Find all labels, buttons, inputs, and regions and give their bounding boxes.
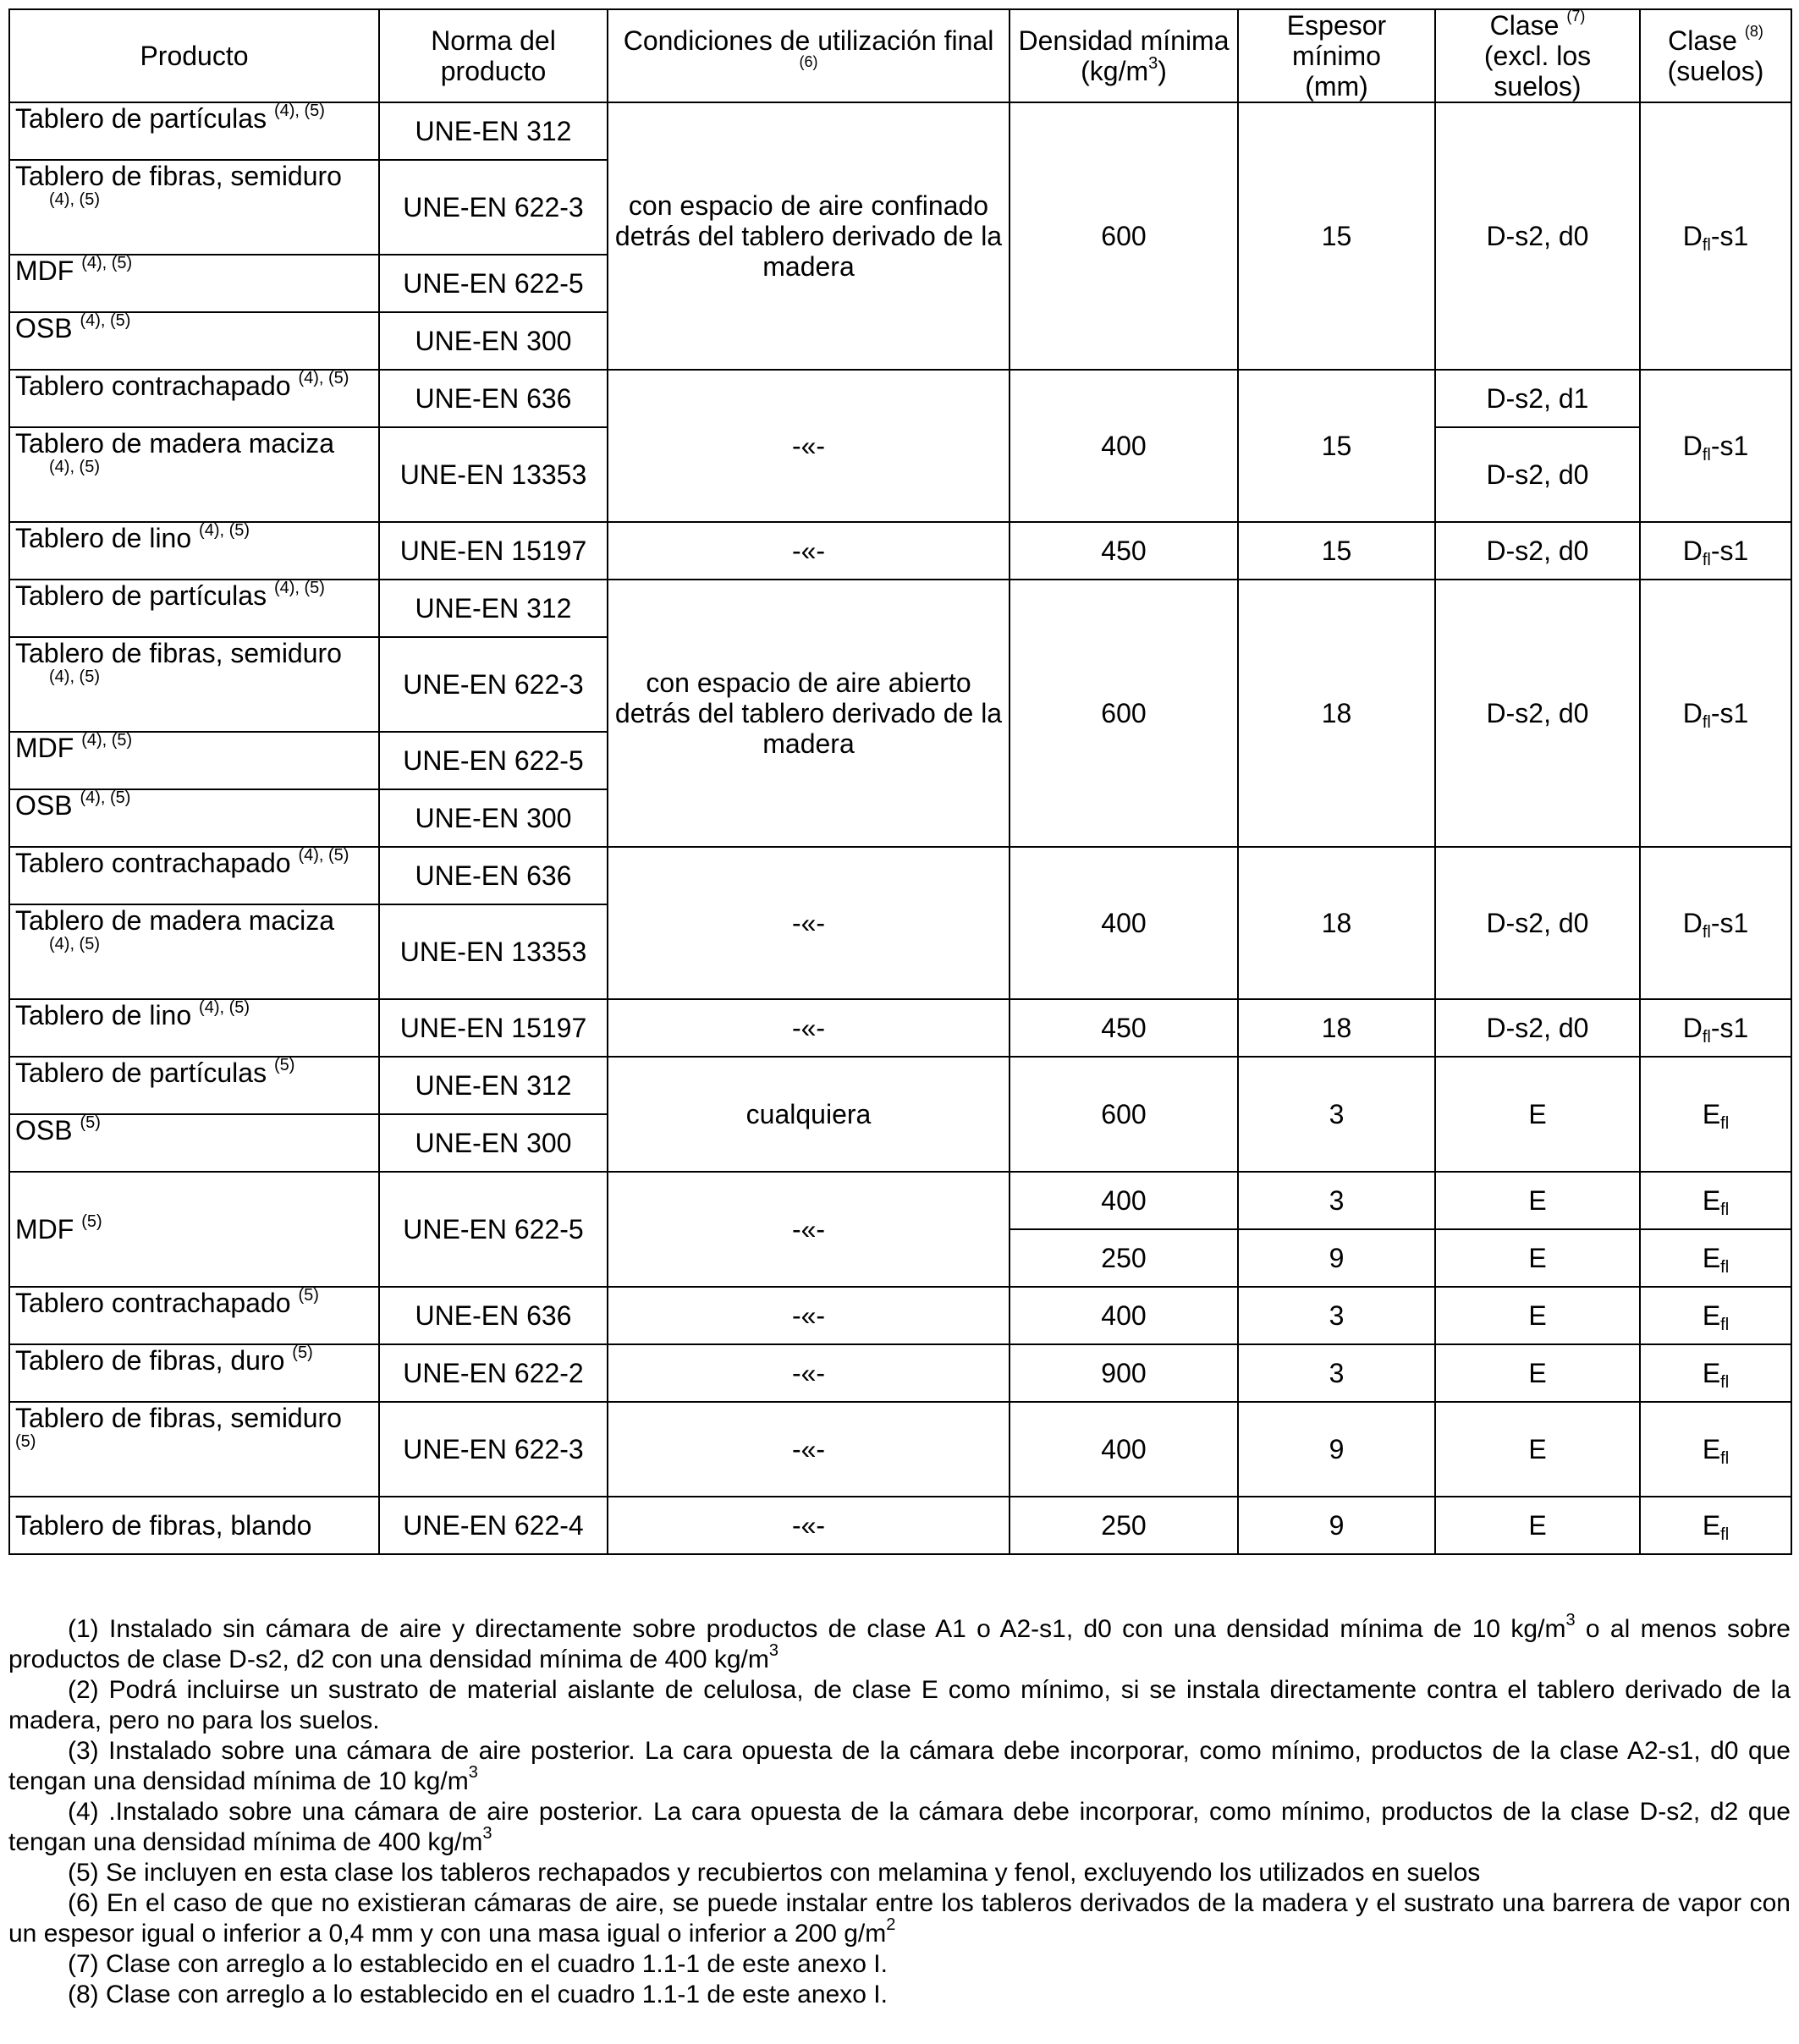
clase-suelos-cell: $E_{fl}$	[1640, 1402, 1791, 1497]
producto-cell: Tablero de fibras, blando	[9, 1497, 379, 1554]
espesor-cell: 18	[1238, 847, 1435, 999]
espesor-cell: 3	[1238, 1172, 1435, 1229]
header-producto: Producto	[9, 9, 379, 102]
producto-cell: Tablero de lino $^{(4), (5)}$	[9, 999, 379, 1057]
norma-cell: UNE-EN 13353	[379, 427, 608, 522]
clase-cell: D-s2, d0	[1435, 580, 1640, 847]
espesor-cell: 15	[1238, 522, 1435, 580]
norma-cell: UNE-EN 15197	[379, 999, 608, 1057]
header-norma: Norma del producto	[379, 9, 608, 102]
norma-cell: UNE-EN 312	[379, 580, 608, 637]
condiciones-cell: -«-	[608, 1172, 1010, 1287]
clase-suelos-cell: $D_{fl}-s1$	[1640, 580, 1791, 847]
table-row	[9, 1344, 1791, 1402]
clase-cell: D-s2, d0	[1435, 427, 1640, 522]
espesor-cell: 9	[1238, 1497, 1435, 1554]
producto-cell: Tablero de partículas $^{(4), (5)}$	[9, 580, 379, 637]
producto-cell: Tablero de fibras, duro $^{(5)}$	[9, 1344, 379, 1402]
espesor-cell: 9	[1238, 1229, 1435, 1287]
clase-suelos-cell: $E_{fl}$	[1640, 1057, 1791, 1172]
espesor-cell: 15	[1238, 102, 1435, 370]
clase-cell: D-s2, d0	[1435, 102, 1640, 370]
clase-suelos-cell: $D_{fl}-s1$	[1640, 847, 1791, 999]
table-row	[9, 1287, 1791, 1344]
producto-cell: Tablero de madera maciza (4), (5)	[9, 904, 379, 999]
table-row	[9, 1402, 1791, 1497]
producto-cell: Tablero contrachapado $^{(4), (5)}$	[9, 370, 379, 427]
clase-suelos-cell: $E_{fl}$	[1640, 1172, 1791, 1229]
densidad-cell: 400	[1010, 1172, 1238, 1229]
norma-cell: UNE-EN 300	[379, 789, 608, 847]
norma-cell: UNE-EN 636	[379, 847, 608, 904]
clase-suelos-cell: $D_{fl}-s1$	[1640, 102, 1791, 370]
producto-cell: Tablero de partículas $^{(5)}$	[9, 1057, 379, 1114]
densidad-cell: 250	[1010, 1497, 1238, 1554]
table-row	[9, 1497, 1791, 1554]
footnote: (7) Clase con arreglo a lo establecido en el cuadro 1.1-1 de este anexo I.	[68, 1950, 888, 1978]
condiciones-cell: -«-	[608, 1402, 1010, 1497]
clase-cell: E	[1435, 1057, 1640, 1172]
clase-suelos-cell: $D_{fl}-s1$	[1640, 370, 1791, 522]
condiciones-cell: -«-	[608, 1287, 1010, 1344]
clase-cell: D-s2, d1	[1435, 370, 1640, 427]
espesor-cell: 9	[1238, 1402, 1435, 1497]
condiciones-cell: -«-	[608, 999, 1010, 1057]
condiciones-cell: cualquiera	[608, 1057, 1010, 1172]
espesor-cell: 3	[1238, 1057, 1435, 1172]
header-row	[9, 9, 1791, 102]
footnote: (4) .Instalado sobre una cámara de aire posterior. La cara opuesta de la cámara debe incorporar, como mínimo, productos de la clase D-s2, d2 que tengan una densidad mínima de 400 $kg/m^3$	[8, 1798, 1791, 1856]
footnote: (3) Instalado sobre una cámara de aire posterior. La cara opuesta de la cámara debe incorporar, como mínimo, productos de la clase A2-s1, d0 que tengan una densidad mínima de 10 $kg/m^3$	[8, 1737, 1791, 1795]
densidad-cell: 450	[1010, 999, 1238, 1057]
condiciones-cell: -«-	[608, 1344, 1010, 1402]
densidad-cell: 400	[1010, 1402, 1238, 1497]
norma-cell: UNE-EN 636	[379, 1287, 608, 1344]
espesor-cell: 3	[1238, 1344, 1435, 1402]
condiciones-cell: -«-	[608, 370, 1010, 522]
norma-cell: UNE-EN 622-3	[379, 160, 608, 255]
norma-cell: UNE-EN 622-2	[379, 1344, 608, 1402]
header-densidad: Densidad mínima $(kg/m^3)$	[1010, 9, 1238, 102]
table-row	[9, 1172, 1791, 1229]
norma-cell: UNE-EN 15197	[379, 522, 608, 580]
norma-cell: UNE-EN 300	[379, 1114, 608, 1172]
header-clase: Clase $^{(7)}$ (excl. los suelos)	[1435, 9, 1640, 102]
table-row	[9, 999, 1791, 1057]
classification-table	[8, 8, 1792, 1555]
table-row	[9, 522, 1791, 580]
clase-cell: D-s2, d0	[1435, 999, 1640, 1057]
clase-suelos-cell: $E_{fl}$	[1640, 1229, 1791, 1287]
producto-cell: OSB $^{(5)}$	[9, 1114, 379, 1172]
clase-cell: D-s2, d0	[1435, 847, 1640, 999]
table-row	[9, 1057, 1791, 1114]
producto-cell: Tablero de partículas $^{(4), (5)}$	[9, 102, 379, 160]
espesor-cell: 18	[1238, 580, 1435, 847]
condiciones-cell: -«-	[608, 1497, 1010, 1554]
header-condiciones: Condiciones de utilización final $^{(6)}$	[608, 9, 1010, 102]
norma-cell: UNE-EN 622-3	[379, 1402, 608, 1497]
clase-cell: E	[1435, 1287, 1640, 1344]
producto-cell: MDF $^{(4), (5)}$	[9, 255, 379, 312]
norma-cell: UNE-EN 622-4	[379, 1497, 608, 1554]
densidad-cell: 400	[1010, 847, 1238, 999]
footnotes	[8, 1611, 1791, 2010]
producto-cell: Tablero de fibras, semiduro (4), (5)	[9, 160, 379, 255]
document	[8, 8, 1791, 2010]
footnote: (8) Clase con arreglo a lo establecido en el cuadro 1.1-1 de este anexo I.	[68, 1981, 888, 2008]
condiciones-cell: -«-	[608, 522, 1010, 580]
espesor-cell: 18	[1238, 999, 1435, 1057]
footnote: (6) En el caso de que no existieran cámaras de aire, se puede instalar entre los tableros derivados de la madera y el sustrato una barrera de vapor con un espesor igual o inferior a 0,4 mm y con una masa igual o inferior a 200 $g/m^2$	[8, 1889, 1791, 1948]
norma-cell: UNE-EN 312	[379, 1057, 608, 1114]
densidad-cell: 900	[1010, 1344, 1238, 1402]
condiciones-cell: -«-	[608, 847, 1010, 999]
clase-cell: E	[1435, 1172, 1640, 1229]
densidad-cell: 600	[1010, 102, 1238, 370]
condiciones-cell: con espacio de aire abierto detrás del tablero derivado de la madera	[608, 580, 1010, 847]
densidad-cell: 400	[1010, 1287, 1238, 1344]
producto-cell: Tablero de madera maciza (4), (5)	[9, 427, 379, 522]
clase-suelos-cell: $D_{fl}-s1$	[1640, 999, 1791, 1057]
clase-cell: E	[1435, 1344, 1640, 1402]
clase-cell: D-s2, d0	[1435, 522, 1640, 580]
producto-cell: OSB $^{(4), (5)}$	[9, 789, 379, 847]
producto-cell: Tablero contrachapado $^{(5)}$	[9, 1287, 379, 1344]
clase-cell: E	[1435, 1402, 1640, 1497]
header-clase-suelos: Clase $^{(8)}$ (suelos)	[1640, 9, 1791, 102]
clase-suelos-cell: $E_{fl}$	[1640, 1344, 1791, 1402]
table-row	[9, 847, 1791, 904]
table-row	[9, 370, 1791, 427]
clase-suelos-cell: $D_{fl}-s1$	[1640, 522, 1791, 580]
producto-cell: Tablero de fibras, semiduro (5)	[9, 1402, 379, 1497]
norma-cell: UNE-EN 622-5	[379, 1172, 608, 1287]
producto-cell: Tablero contrachapado $^{(4), (5)}$	[9, 847, 379, 904]
clase-cell: E	[1435, 1229, 1640, 1287]
footnote: (2) Podrá incluirse un sustrato de material aislante de celulosa, de clase E como mínimo, si se instala directamente contra el tablero derivado de la madera, pero no para los suelos.	[8, 1676, 1791, 1734]
clase-suelos-cell: $E_{fl}$	[1640, 1287, 1791, 1344]
espesor-cell: 15	[1238, 370, 1435, 522]
table-row	[9, 102, 1791, 160]
norma-cell: UNE-EN 300	[379, 312, 608, 370]
producto-cell: OSB $^{(4), (5)}$	[9, 312, 379, 370]
densidad-cell: 600	[1010, 1057, 1238, 1172]
norma-cell: UNE-EN 622-3	[379, 637, 608, 732]
norma-cell: UNE-EN 622-5	[379, 732, 608, 789]
norma-cell: UNE-EN 622-5	[379, 255, 608, 312]
condiciones-cell: con espacio de aire confinado detrás del tablero derivado de la madera	[608, 102, 1010, 370]
footnote: (1) Instalado sin cámara de aire y directamente sobre productos de clase A1 o A2-s1, d0 con una densidad mínima de 10 $kg/m^3$ o al menos sobre productos de clase D-s2, d2 con una densidad mínima de 400 $kg/m^3$	[8, 1611, 1791, 1673]
clase-suelos-cell: $E_{fl}$	[1640, 1497, 1791, 1554]
norma-cell: UNE-EN 312	[379, 102, 608, 160]
densidad-cell: 250	[1010, 1229, 1238, 1287]
norma-cell: UNE-EN 636	[379, 370, 608, 427]
producto-cell: Tablero de fibras, semiduro (4), (5)	[9, 637, 379, 732]
table-row	[9, 580, 1791, 637]
densidad-cell: 400	[1010, 370, 1238, 522]
producto-cell: Tablero de lino $^{(4), (5)}$	[9, 522, 379, 580]
norma-cell: UNE-EN 13353	[379, 904, 608, 999]
header-espesor: Espesor mínimo (mm)	[1238, 9, 1435, 102]
densidad-cell: 600	[1010, 580, 1238, 847]
footnote: (5) Se incluyen en esta clase los tableros rechapados y recubiertos con melamina y fenol, excluyendo los utilizados en suelos	[68, 1859, 1481, 1887]
densidad-cell: 450	[1010, 522, 1238, 580]
espesor-cell: 3	[1238, 1287, 1435, 1344]
producto-cell: MDF $^{(5)}$	[9, 1172, 379, 1287]
clase-cell: E	[1435, 1497, 1640, 1554]
producto-cell: MDF $^{(4), (5)}$	[9, 732, 379, 789]
